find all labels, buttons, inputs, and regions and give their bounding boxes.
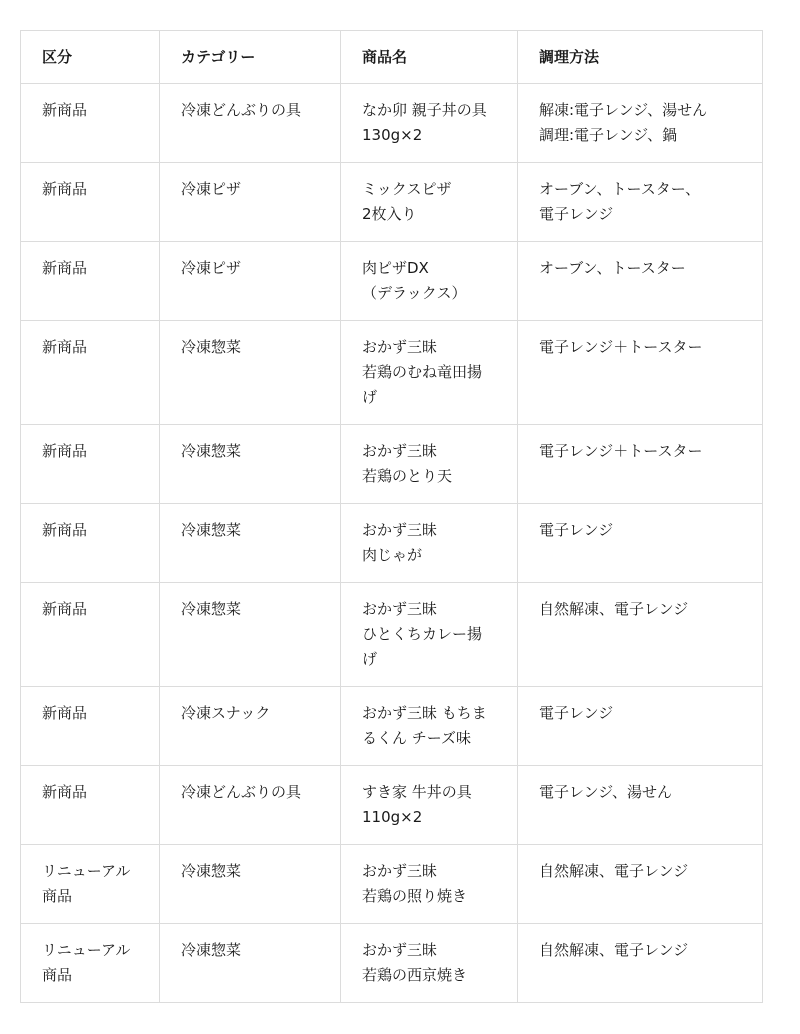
- cell-category: [160, 425, 341, 504]
- cell-cooking-method: [518, 242, 763, 321]
- cell-cooking-method-line: 自然解凍、電子レンジ: [539, 600, 689, 618]
- cell-product-name-line: ひとくちカレー揚げ: [362, 625, 483, 668]
- table-row: [21, 321, 763, 425]
- table-row: [21, 766, 763, 845]
- cell-product-name: [341, 687, 518, 766]
- cell-product-name-line: ミックスピザ: [362, 180, 452, 198]
- cell-cooking-method-line: 自然解凍、電子レンジ: [539, 941, 689, 959]
- cell-kubun: [21, 84, 160, 163]
- cell-product-name-line: おかず三昧: [362, 862, 438, 880]
- cell-cooking-method-line: 自然解凍、電子レンジ: [539, 862, 689, 880]
- cell-category: [160, 242, 341, 321]
- cell-kubun-line: 新商品: [42, 704, 88, 722]
- table-row: [21, 504, 763, 583]
- cell-product-name-line: すき家 牛丼の具: [362, 783, 472, 801]
- cell-kubun-line: リニューアル商品: [42, 941, 131, 984]
- cell-cooking-method-line: 電子レンジ＋トースター: [539, 338, 703, 356]
- cell-category: [160, 845, 341, 924]
- header-kubun: 区分: [21, 31, 160, 84]
- header-cooking-method: 調理方法: [518, 31, 763, 84]
- cell-cooking-method: [518, 163, 763, 242]
- cell-category: [160, 321, 341, 425]
- cell-product-name-line: おかず三昧: [362, 941, 438, 959]
- cell-product-name: [341, 504, 518, 583]
- table-row: [21, 924, 763, 1003]
- cell-kubun: [21, 845, 160, 924]
- cell-cooking-method-line: オーブン、トースター: [539, 259, 686, 277]
- cell-kubun: [21, 924, 160, 1003]
- cell-product-name: [341, 84, 518, 163]
- cell-category-line: 冷凍ピザ: [181, 180, 242, 198]
- table-header-row: [21, 31, 763, 84]
- cell-cooking-method-line: 調理:電子レンジ、鍋: [539, 126, 678, 144]
- cell-cooking-method-line: 電子レンジ、湯せん: [539, 783, 673, 801]
- cell-kubun: [21, 321, 160, 425]
- cell-product-name-line: 肉じゃが: [362, 546, 423, 564]
- cell-kubun: [21, 504, 160, 583]
- cell-kubun-line: 新商品: [42, 521, 88, 539]
- cell-product-name-line: おかず三昧: [362, 442, 438, 460]
- cell-product-name: [341, 242, 518, 321]
- cell-cooking-method: [518, 583, 763, 687]
- cell-cooking-method: [518, 766, 763, 845]
- cell-product-name: [341, 766, 518, 845]
- cell-category: [160, 687, 341, 766]
- table-row: [21, 845, 763, 924]
- cell-kubun: [21, 425, 160, 504]
- table-body: [21, 84, 763, 1003]
- cell-category: [160, 924, 341, 1003]
- cell-product-name: [341, 845, 518, 924]
- cell-cooking-method: [518, 425, 763, 504]
- cell-product-name-line: 若鶏の照り焼き: [362, 887, 468, 905]
- cell-product-name-line: 110g×2: [362, 808, 423, 826]
- cell-product-name: [341, 321, 518, 425]
- cell-kubun: [21, 583, 160, 687]
- cell-product-name-line: 肉ピザDX: [362, 259, 429, 277]
- cell-cooking-method-line: 電子レンジ＋トースター: [539, 442, 703, 460]
- cell-kubun-line: 新商品: [42, 600, 88, 618]
- table-row: [21, 425, 763, 504]
- cell-category: [160, 504, 341, 583]
- cell-cooking-method-line: 電子レンジ: [539, 205, 614, 223]
- header-category: カテゴリー: [160, 31, 341, 84]
- cell-cooking-method-line: 電子レンジ: [539, 704, 614, 722]
- cell-kubun-line: 新商品: [42, 338, 88, 356]
- cell-product-name-line: おかず三昧 もちまるくん チーズ味: [362, 704, 487, 747]
- cell-category-line: 冷凍惣菜: [181, 338, 242, 356]
- cell-product-name-line: （デラックス）: [362, 284, 467, 302]
- cell-kubun-line: 新商品: [42, 259, 88, 277]
- cell-product-name-line: 若鶏のとり天: [362, 467, 453, 485]
- cell-product-name: [341, 425, 518, 504]
- cell-product-name-line: 130g×2: [362, 126, 423, 144]
- cell-category: [160, 583, 341, 687]
- cell-product-name: [341, 924, 518, 1003]
- table-row: [21, 583, 763, 687]
- cell-category-line: 冷凍惣菜: [181, 941, 242, 959]
- cell-cooking-method: [518, 845, 763, 924]
- table-row: [21, 687, 763, 766]
- table-row: [21, 84, 763, 163]
- cell-product-name-line: おかず三昧: [362, 600, 438, 618]
- cell-kubun-line: リニューアル商品: [42, 862, 131, 905]
- table-row: [21, 163, 763, 242]
- cell-category: [160, 163, 341, 242]
- cell-cooking-method: [518, 84, 763, 163]
- cell-category-line: 冷凍スナック: [181, 704, 271, 722]
- cell-category-line: 冷凍どんぶりの具: [181, 101, 302, 119]
- cell-cooking-method-line: オーブン、トースター、: [539, 180, 701, 198]
- cell-category: [160, 84, 341, 163]
- cell-category-line: 冷凍ピザ: [181, 259, 242, 277]
- cell-cooking-method-line: 解凍:電子レンジ、湯せん: [539, 101, 708, 119]
- cell-category-line: 冷凍惣菜: [181, 600, 242, 618]
- cell-category-line: 冷凍惣菜: [181, 521, 242, 539]
- cell-kubun-line: 新商品: [42, 101, 88, 119]
- cell-kubun: [21, 163, 160, 242]
- cell-kubun: [21, 766, 160, 845]
- product-table: [20, 30, 763, 1003]
- cell-kubun-line: 新商品: [42, 180, 88, 198]
- cell-product-name: [341, 163, 518, 242]
- cell-product-name-line: 若鶏のむね竜田揚げ: [362, 363, 483, 406]
- cell-kubun: [21, 242, 160, 321]
- cell-kubun-line: 新商品: [42, 783, 88, 801]
- header-product-name: 商品名: [341, 31, 518, 84]
- cell-cooking-method: [518, 504, 763, 583]
- cell-category-line: 冷凍惣菜: [181, 862, 242, 880]
- cell-kubun-line: 新商品: [42, 442, 88, 460]
- cell-cooking-method: [518, 687, 763, 766]
- cell-product-name-line: 若鶏の西京焼き: [362, 966, 468, 984]
- cell-cooking-method-line: 電子レンジ: [539, 521, 614, 539]
- cell-cooking-method: [518, 321, 763, 425]
- cell-product-name-line: 2枚入り: [362, 205, 417, 223]
- cell-product-name: [341, 583, 518, 687]
- cell-cooking-method: [518, 924, 763, 1003]
- cell-product-name-line: なか卯 親子丼の具: [362, 101, 487, 119]
- cell-product-name-line: おかず三昧: [362, 338, 438, 356]
- table-row: [21, 242, 763, 321]
- cell-category: [160, 766, 341, 845]
- cell-category-line: 冷凍どんぶりの具: [181, 783, 302, 801]
- cell-kubun: [21, 687, 160, 766]
- cell-category-line: 冷凍惣菜: [181, 442, 242, 460]
- cell-product-name-line: おかず三昧: [362, 521, 438, 539]
- product-table-container: [20, 30, 762, 1003]
